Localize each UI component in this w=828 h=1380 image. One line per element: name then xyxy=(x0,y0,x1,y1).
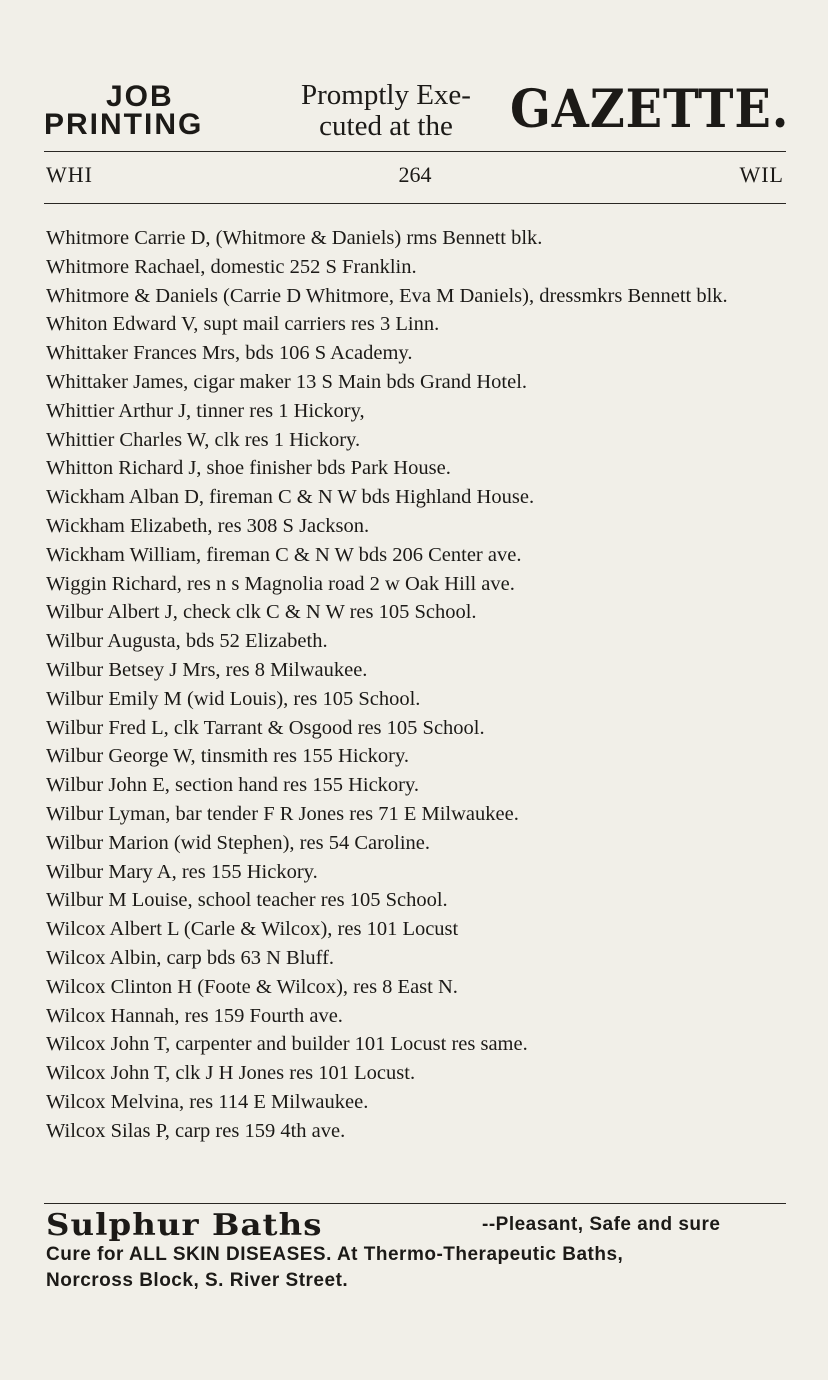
directory-entry: Whittier Charles W, clk res 1 Hickory. xyxy=(46,428,361,451)
directory-entry: Wickham William, fireman C & N W bds 206 Center ave. xyxy=(46,543,522,566)
directory-entry: Wilcox Albert L (Carle & Wilcox), res 101 Locust xyxy=(46,918,459,941)
top-divider xyxy=(44,151,786,152)
directory-entry: Wiggin Richard, res n s Magnolia road 2 w Oak Hill ave. xyxy=(46,572,515,595)
job-printing-advertisement xyxy=(44,78,790,144)
directory-entry: Whitton Richard J, shoe finisher bds Park House. xyxy=(46,457,451,480)
directory-entry: Wilcox Albin, carp bds 63 N Bluff. xyxy=(46,946,335,969)
directory-entry: Whitmore Rachael, domestic 252 S Franklin. xyxy=(46,255,417,278)
ad-gazette-word: GAZETTE. xyxy=(510,79,790,140)
ad-job-word: JOB xyxy=(106,80,174,113)
directory-entry: Wickham Elizabeth, res 308 S Jackson. xyxy=(46,514,370,537)
directory-entry: Wilcox Melvina, res 114 E Milwaukee. xyxy=(46,1090,369,1113)
directory-entry: Whittaker James, cigar maker 13 S Main bds Grand Hotel. xyxy=(46,370,528,393)
directory-entry: Wilbur Mary A, res 155 Hickory. xyxy=(46,860,318,883)
header-left-guide: WHI xyxy=(46,162,93,187)
ad-cure-line: Cure for ALL SKIN DISEASES. At Thermo-Therapeutic Baths, xyxy=(46,1244,624,1265)
ad-sulphur-line xyxy=(46,1208,788,1242)
running-header xyxy=(44,158,786,192)
job-printing-heading xyxy=(44,78,269,144)
directory-entry: Whitmore Carrie D, (Whitmore & Daniels) rms Bennett blk. xyxy=(46,227,543,249)
sulphur-baths-advertisement xyxy=(46,1208,788,1294)
header-right-guide: WIL xyxy=(739,162,784,187)
directory-entry: Whittaker Frances Mrs, bds 106 S Academy. xyxy=(46,342,413,365)
directory-entry: Wilbur George W, tinsmith res 155 Hickory. xyxy=(46,745,410,768)
directory-entry: Wilbur Lyman, bar tender F R Jones res 71 E Milwaukee. xyxy=(46,802,519,825)
ad-promptly-line2: cuted at the xyxy=(319,110,453,142)
ad-sulphur-baths-title: Sulphur Baths xyxy=(46,1208,323,1243)
ad-printing-word: PRINTING xyxy=(44,108,204,141)
directory-entry: Whittier Arthur J, tinner res 1 Hickory, xyxy=(46,399,365,422)
directory-entry: Wilcox John T, clk J H Jones res 101 Locust. xyxy=(46,1062,416,1085)
directory-entry: Wilcox John T, carpenter and builder 101 Locust res same. xyxy=(46,1033,528,1056)
directory-entry: Wilbur John E, section hand res 155 Hickory. xyxy=(46,774,420,797)
ad-sulphur-tagline: --Pleasant, Safe and sure xyxy=(482,1214,721,1235)
ad-promptly-line1: Promptly Exe- xyxy=(301,79,471,111)
directory-entry: Whiton Edward V, supt mail carriers res 3 Linn. xyxy=(46,313,440,336)
directory-entry: Wilbur Emily M (wid Louis), res 105 School. xyxy=(46,687,421,710)
directory-entry: Wilbur M Louise, school teacher res 105 School. xyxy=(46,889,448,912)
ad-promptly-text xyxy=(276,80,496,142)
ad-address-line: Norcross Block, S. River Street. xyxy=(46,1270,349,1291)
bottom-divider xyxy=(44,1203,786,1204)
directory-entries xyxy=(46,224,786,1146)
directory-entry: Wilbur Albert J, check clk C & N W res 105 School. xyxy=(46,601,477,624)
page-number: 264 xyxy=(398,162,432,187)
directory-entry: Wilcox Hannah, res 159 Fourth ave. xyxy=(46,1004,343,1027)
directory-entry: Wilbur Fred L, clk Tarrant & Osgood res 105 School. xyxy=(46,716,485,739)
directory-entry: Wilcox Clinton H (Foote & Wilcox), res 8 East N. xyxy=(46,975,458,998)
directory-entry: Wickham Alban D, fireman C & N W bds Highland House. xyxy=(46,486,535,509)
header-divider xyxy=(44,203,786,204)
directory-entry: Wilbur Augusta, bds 52 Elizabeth. xyxy=(46,630,328,653)
directory-entry: Whitmore & Daniels (Carrie D Whitmore, Eva M Daniels), dressmkrs Bennett blk. xyxy=(46,284,728,307)
directory-entry: Wilbur Betsey J Mrs, res 8 Milwaukee. xyxy=(46,658,368,681)
directory-entry: Wilbur Marion (wid Stephen), res 54 Caroline. xyxy=(46,831,431,854)
directory-entry: Wilcox Silas P, carp res 159 4th ave. xyxy=(46,1119,346,1142)
